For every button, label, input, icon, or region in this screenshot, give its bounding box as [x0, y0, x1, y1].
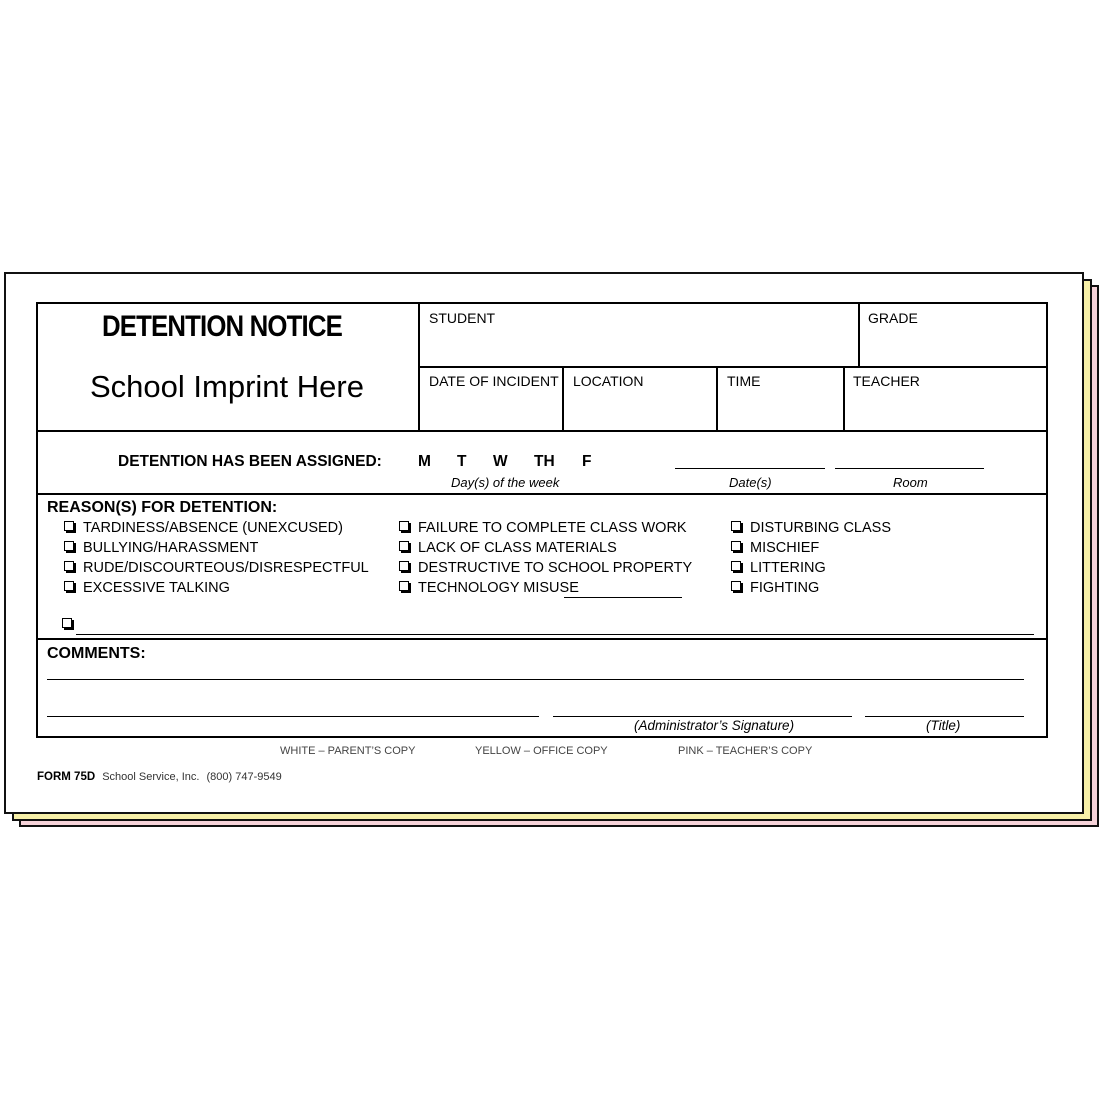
- section-divider-comments: [38, 638, 1048, 640]
- reason-checkbox-littering[interactable]: LITTERING: [731, 560, 826, 576]
- section-divider-assigned: [38, 430, 1048, 432]
- dates-caption: Date(s): [729, 475, 772, 490]
- reason-checkbox-talking[interactable]: EXCESSIVE TALKING: [64, 580, 230, 596]
- teacher-field[interactable]: TEACHER: [853, 373, 920, 389]
- checkbox-icon[interactable]: [399, 581, 409, 591]
- comments-heading: COMMENTS:: [47, 645, 146, 662]
- reason-checkbox-rude[interactable]: RUDE/DISCOURTEOUS/DISRESPECTFUL: [64, 560, 369, 576]
- grade-divider: [858, 304, 860, 367]
- company-phone: (800) 747-9549: [206, 771, 282, 783]
- day-thursday[interactable]: TH: [534, 453, 555, 470]
- checkbox-icon[interactable]: [399, 521, 409, 531]
- comments-line-2[interactable]: [47, 716, 539, 717]
- section-divider-reasons: [38, 493, 1048, 495]
- checkbox-icon[interactable]: [64, 541, 74, 551]
- form-number: FORM 75D: [37, 771, 96, 783]
- checkbox-icon[interactable]: [399, 561, 409, 571]
- reason-checkbox-class-work[interactable]: FAILURE TO COMPLETE CLASS WORK: [399, 520, 687, 536]
- reason-checkbox-mischief[interactable]: MISCHIEF: [731, 540, 819, 556]
- reason-checkbox-materials[interactable]: LACK OF CLASS MATERIALS: [399, 540, 617, 556]
- date-of-incident-field[interactable]: DATE OF INCIDENT: [429, 373, 559, 389]
- signature-caption: (Administrator’s Signature): [634, 718, 795, 733]
- reasons-heading: REASON(S) FOR DETENTION:: [47, 499, 278, 516]
- checkbox-icon[interactable]: [62, 618, 72, 628]
- days-caption: Day(s) of the week: [451, 475, 560, 490]
- title-caption: (Title): [926, 718, 961, 733]
- header-row-divider: [418, 366, 1048, 368]
- room-caption: Room: [893, 475, 928, 490]
- white-copy-label: WHITE – PARENT’S COPY: [280, 745, 416, 757]
- reason-checkbox-bullying[interactable]: BULLYING/HARASSMENT: [64, 540, 258, 556]
- checkbox-icon[interactable]: [64, 581, 74, 591]
- reason-checkbox-disturbing[interactable]: DISTURBING CLASS: [731, 520, 891, 536]
- time-teacher-divider: [843, 367, 845, 430]
- location-field[interactable]: LOCATION: [573, 373, 644, 389]
- checkbox-icon[interactable]: [731, 581, 741, 591]
- day-friday[interactable]: F: [582, 453, 592, 470]
- grade-field[interactable]: GRADE: [868, 310, 918, 326]
- reason-checkbox-other[interactable]: [62, 617, 81, 635]
- reason-checkbox-tardiness[interactable]: TARDINESS/ABSENCE (UNEXCUSED): [64, 520, 343, 536]
- assigned-label: DETENTION HAS BEEN ASSIGNED:: [118, 453, 382, 470]
- form-footer: [37, 771, 282, 783]
- technology-misuse-line[interactable]: [564, 597, 682, 598]
- yellow-copy-label: YELLOW – OFFICE COPY: [475, 745, 608, 757]
- comments-line-1[interactable]: [47, 679, 1024, 680]
- dates-line[interactable]: [675, 468, 825, 469]
- form-title: DETENTION NOTICE: [102, 310, 342, 343]
- reason-checkbox-technology[interactable]: TECHNOLOGY MISUSE: [399, 580, 579, 596]
- location-time-divider: [716, 367, 718, 430]
- reason-checkbox-property[interactable]: DESTRUCTIVE TO SCHOOL PROPERTY: [399, 560, 692, 576]
- checkbox-icon[interactable]: [731, 541, 741, 551]
- reason-checkbox-fighting[interactable]: FIGHTING: [731, 580, 819, 596]
- date-location-divider: [562, 367, 564, 430]
- day-tuesday[interactable]: T: [457, 453, 467, 470]
- company-name: School Service, Inc.: [102, 771, 200, 783]
- checkbox-icon[interactable]: [64, 561, 74, 571]
- day-monday[interactable]: M: [418, 453, 431, 470]
- day-wednesday[interactable]: W: [493, 453, 508, 470]
- detention-notice-form: [36, 302, 1048, 738]
- checkbox-icon[interactable]: [64, 521, 74, 531]
- room-line[interactable]: [835, 468, 984, 469]
- student-field[interactable]: STUDENT: [429, 310, 496, 326]
- school-imprint: School Imprint Here: [90, 369, 364, 404]
- title-line[interactable]: [865, 716, 1024, 717]
- signature-line[interactable]: [553, 716, 852, 717]
- checkbox-icon[interactable]: [399, 541, 409, 551]
- time-field[interactable]: TIME: [727, 373, 761, 389]
- checkbox-icon[interactable]: [731, 521, 741, 531]
- checkbox-icon[interactable]: [731, 561, 741, 571]
- other-reason-line[interactable]: [76, 634, 1034, 635]
- pink-copy-label: PINK – TEACHER’S COPY: [678, 745, 813, 757]
